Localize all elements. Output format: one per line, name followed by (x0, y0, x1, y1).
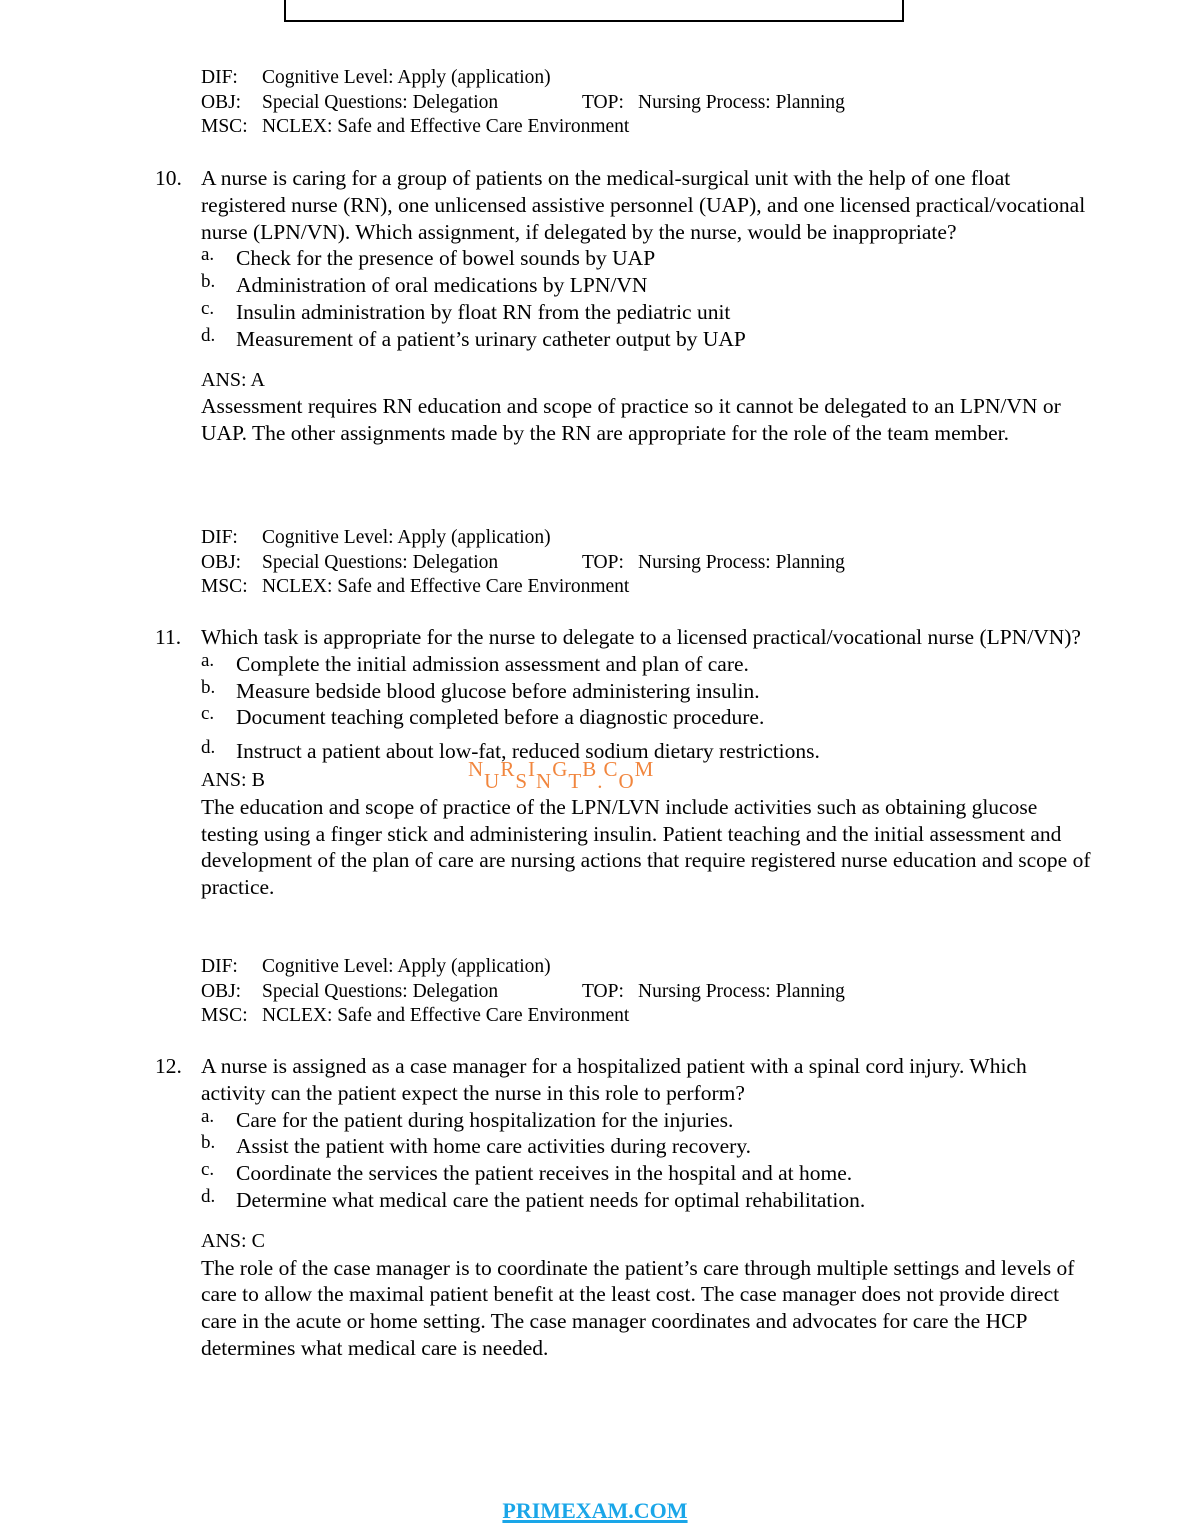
msc-label: MSC: (201, 576, 248, 597)
option-letter: c. (201, 297, 215, 319)
top-label: TOP: (582, 980, 624, 1002)
question-stem: A nurse is assigned as a case manager for a hospitalized patient with a spinal cord injury. Which activity can the patient expect the nurse in this role to perform? (201, 1054, 1027, 1105)
option-text: Insulin administration by float RN from the pediatric unit (236, 299, 731, 324)
option-text: Document teaching completed before a diagnostic procedure. (236, 705, 765, 730)
question-11 (155, 624, 1090, 901)
answer-option-c (201, 1160, 1090, 1187)
rationale: The role of the case manager is to coordinate the patient’s care through multiple settings and levels of care to allow the maximal patient benefit at the least cost. The case manager does not provide direct care in the acute or home setting. The case manager coordinates and advocates for care the HCP determines what medical care is needed. (201, 1255, 1075, 1360)
answer-option-a (201, 245, 1090, 272)
obj-value: Special Questions: Delegation (262, 551, 499, 573)
answer-option-d (201, 1187, 1090, 1214)
top-label: TOP: (582, 91, 624, 113)
answer-option-d (201, 326, 1090, 353)
option-text: Instruct a patient about low-fat, reduced sodium dietary restrictions. (236, 739, 820, 764)
question-metadata (201, 66, 845, 140)
option-text: Check for the presence of bowel sounds by UAP (236, 246, 656, 271)
option-text: Care for the patient during hospitalization for the injuries. (236, 1107, 734, 1132)
question-stem: A nurse is caring for a group of patients on the medical-surgical unit with the help of one float registered nurse (RN), one unlicensed assistive personnel (UAP), and one licensed practical/vocational nurse (LPN/VN). Which assignment, if delegated by the nurse, would be inappropriate? (201, 166, 1086, 244)
question-10 (155, 165, 1090, 447)
obj-label: OBJ: (201, 91, 242, 113)
question-stem: Which task is appropriate for the nurse to delegate to a licensed practical/vocational nurse (LPN/VN)? (201, 625, 1081, 649)
option-letter: d. (201, 1185, 216, 1207)
option-text: Complete the initial admission assessment and plan of care. (236, 651, 749, 676)
dif-value: Cognitive Level: Apply (application) (262, 527, 551, 548)
dif-value: Cognitive Level: Apply (application) (262, 956, 551, 977)
option-letter: a. (201, 244, 215, 266)
option-letter: b. (201, 1132, 216, 1154)
obj-label: OBJ: (201, 551, 242, 573)
watermark: NURSINGTB.COM (468, 757, 655, 793)
option-letter: b. (201, 676, 216, 698)
option-letter: d. (201, 737, 216, 759)
top-value: Nursing Process: Planning (638, 980, 845, 1002)
obj-value: Special Questions: Delegation (262, 91, 499, 113)
answer-key: ANS: A (201, 368, 265, 391)
primexam-link[interactable]: PRIMEXAM.COM (502, 1498, 688, 1523)
question-metadata (201, 955, 845, 1029)
answer-key: ANS: B (201, 768, 265, 791)
top-value: Nursing Process: Planning (638, 91, 845, 113)
dif-label: DIF: (201, 67, 238, 88)
answer-key: ANS: C (201, 1229, 265, 1252)
question-12 (155, 1053, 1090, 1362)
rationale: Assessment requires RN education and scope of practice so it cannot be delegated to an LPN/VN or UAP. The other assignments made by the RN are appropriate for the role of the team member. (201, 394, 1061, 446)
top-value: Nursing Process: Planning (638, 551, 845, 573)
answer-option-a (201, 651, 1090, 678)
obj-label: OBJ: (201, 980, 242, 1002)
answer-option-b (201, 1133, 1090, 1160)
answer-option-c (201, 299, 1090, 326)
option-text: Assist the patient with home care activities during recovery. (236, 1134, 752, 1159)
option-letter: a. (201, 1105, 215, 1127)
answer-option-a (201, 1107, 1090, 1134)
question-number: 10. (155, 166, 182, 190)
option-text: Determine what medical care the patient needs for optimal rehabilitation. (236, 1187, 866, 1212)
answer-option-c (201, 704, 1090, 731)
msc-value: NCLEX: Safe and Effective Care Environment (262, 576, 630, 597)
question-number: 12. (155, 1054, 182, 1078)
option-letter: d. (201, 324, 216, 346)
option-letter: c. (201, 703, 215, 725)
question-metadata (201, 526, 845, 600)
dif-label: DIF: (201, 956, 238, 977)
option-letter: c. (201, 1159, 215, 1181)
top-label: TOP: (582, 551, 624, 573)
rationale: The education and scope of practice of the LPN/LVN include activities such as obtaining glucose testing using a finger stick and administering insulin. Patient teaching and the initial assessment and development of the plan of care are nursing actions that require registered nurse education and scope of practice. (201, 794, 1091, 900)
answer-option-b (201, 678, 1090, 705)
dif-label: DIF: (201, 527, 238, 548)
option-letter: a. (201, 649, 215, 671)
msc-label: MSC: (201, 1005, 248, 1026)
option-text: Measurement of a patient’s urinary catheter output by UAP (236, 326, 746, 351)
question-number: 11. (155, 625, 182, 649)
dif-value: Cognitive Level: Apply (application) (262, 67, 551, 88)
msc-value: NCLEX: Safe and Effective Care Environment (262, 116, 630, 137)
option-text: Coordinate the services the patient receives in the hospital and at home. (236, 1161, 853, 1186)
option-text: Administration of oral medications by LPN/VN (236, 273, 648, 298)
answer-option-b (201, 272, 1090, 299)
obj-value: Special Questions: Delegation (262, 980, 499, 1002)
option-text: Measure bedside blood glucose before administering insulin. (236, 678, 760, 703)
msc-label: MSC: (201, 116, 248, 137)
option-letter: b. (201, 271, 216, 293)
bordered-box (284, 0, 904, 22)
answer-option-d (201, 738, 1090, 765)
msc-value: NCLEX: Safe and Effective Care Environment (262, 1005, 630, 1026)
